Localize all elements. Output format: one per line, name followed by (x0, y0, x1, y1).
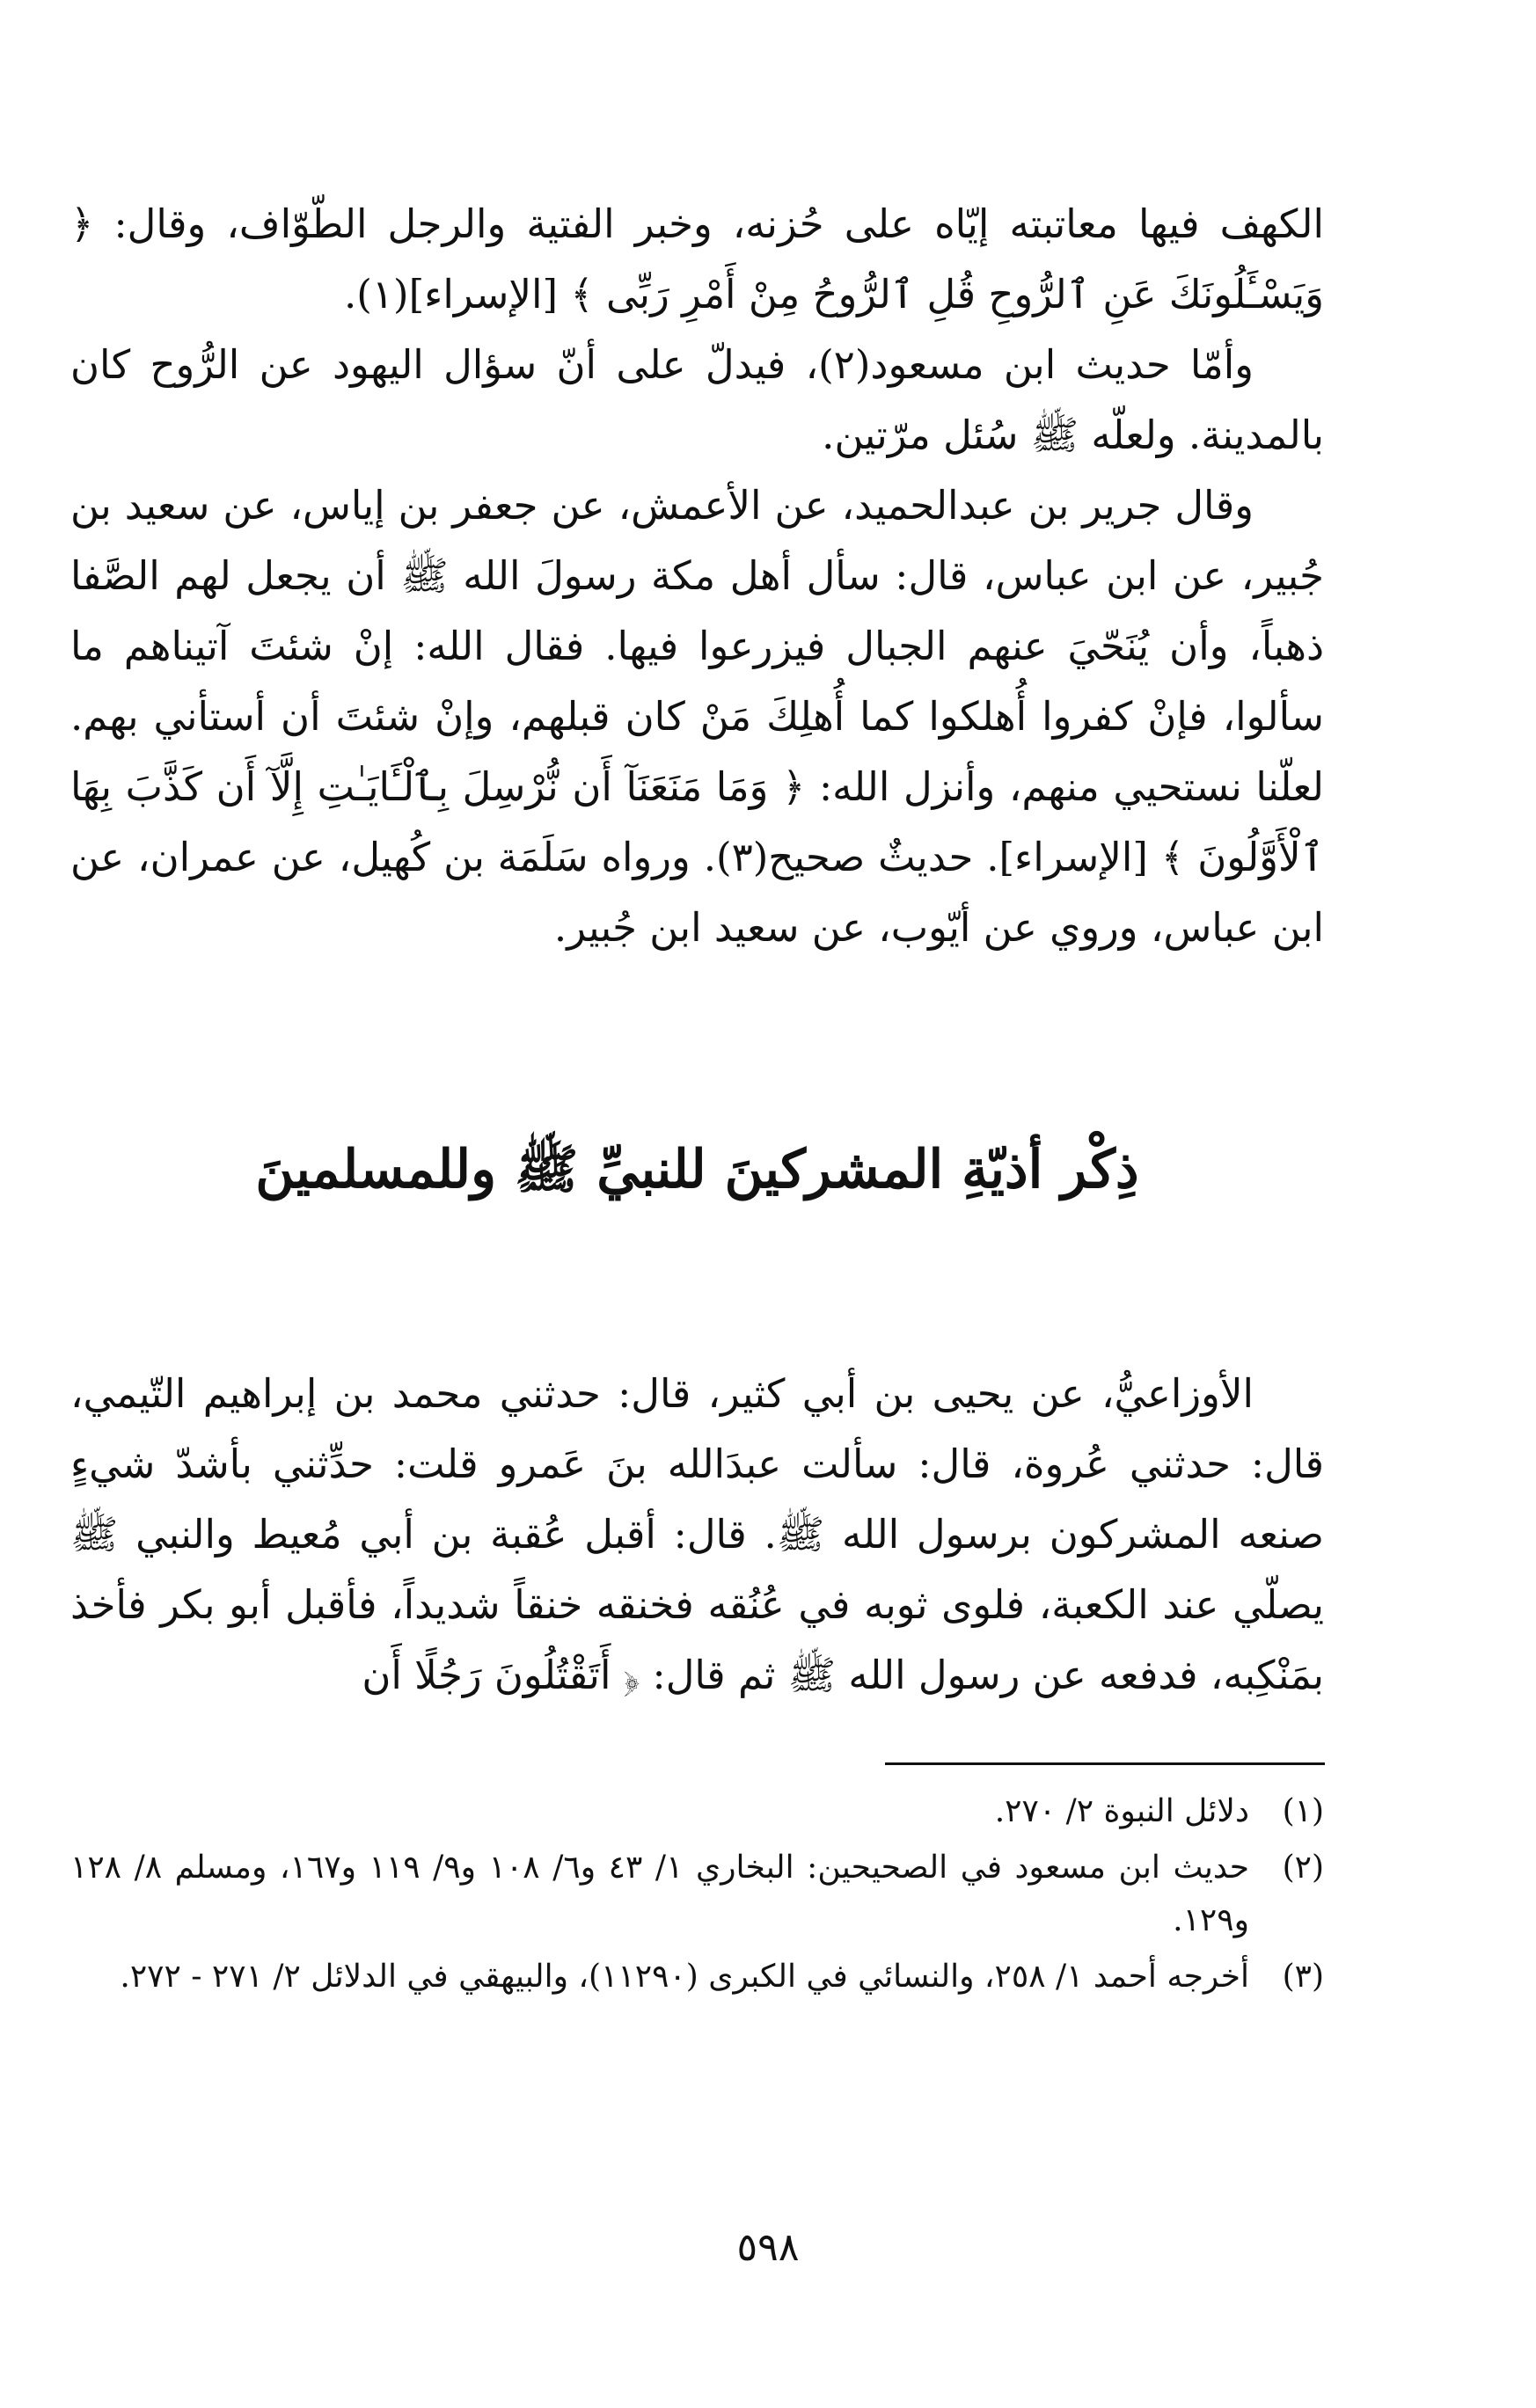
footnote-item (70, 1785, 1324, 1838)
footnotes (70, 1785, 1324, 2007)
paragraph: الأوزاعيُّ، عن يحيى بن أبي كثير، قال: حدثني محمد بن إبراهيم التّيمي، قال: حدثني عُروة، قال: سألت عبدَالله بنَ عَمرو قلت: حدِّثني بأشدّ شيءٍ صنعه المشركون برسول الله ﷺ. قال: أقبل عُقبة بن أبي مُعيط والنبي ﷺ يصلّي عند الكعبة، فلوى ثوبه في عُنُقه فخنقه خنقاً شديداً، فأقبل أبو بكر فأخذ بمَنْكِبه، فدفعه عن رسول الله ﷺ ثم قال: ﴿ أَتَقْتُلُونَ رَجُلًا أَن (70, 1370, 1324, 1698)
footnote-number: (١) (1282, 1793, 1324, 1829)
footnote-text: أخرجه أحمد ١/ ٢٥٨، والنسائي في الكبرى (١١٢٩٠)، والبيهقي في الدلائل ٢/ ٢٧١ - ٢٧٢. (120, 1959, 1249, 1995)
footnote-text: دلائل النبوة ٢/ ٢٧٠. (994, 1793, 1249, 1829)
page-number: ٥٩٨ (736, 2225, 800, 2270)
footnote-divider (885, 1762, 1325, 1765)
body-text-bottom (70, 1359, 1324, 1711)
footnote-number: (٣) (1282, 1959, 1324, 1995)
paragraph: الكهف فيها معاتبته إيّاه على حُزنه، وخبر الفتية والرجل الطّوّاف، وقال: ﴿ وَيَسْـَٔلُونَكَ عَنِ ٱلرُّوحِ قُلِ ٱلرُّوحُ مِنْ أَمْرِ رَبِّى ﴾ [الإسراء](١). (70, 201, 1324, 317)
paragraph: وأمّا حديث ابن مسعود(٢)، فيدلّ على أنّ سؤال اليهود عن الرُّوح كان بالمدينة. ولعلّه ﷺ سُئل مرّتين. (70, 341, 1324, 458)
footnote-item (70, 1842, 1324, 1947)
section-heading: ذِكْر أذيّةِ المشركينَ للنبيِّ ﷺ وللمسلمينَ (255, 1139, 1139, 1200)
paragraph: وقال جرير بن عبدالحميد، عن الأعمش، عن جعفر بن إياس، عن سعيد بن جُبير، عن ابن عباس، قال: سأل أهل مكة رسولَ الله ﷺ أن يجعل لهم الصَّفا ذهباً، وأن يُنَحّيَ عنهم الجبال فيزرعوا فيها. فقال الله: إنْ شئتَ آتيناهم ما سألوا، فإنْ كفروا أُهلكوا كما أُهلِكَ مَنْ كان قبلهم، وإنْ شئتَ أن أستأني بهم. لعلّنا نستحيي منهم، وأنزل الله: ﴿ وَمَا مَنَعَنَآ أَن نُّرْسِلَ بِٱلْـَٔايَـٰتِ إِلَّآ أَن كَذَّبَ بِهَا ٱلْأَوَّلُونَ ﴾ [الإسراء]. حديثٌ صحيح(٣). ورواه سَلَمَة بن كُهيل، عن عمران، عن ابن عباس، وروي عن أيّوب، عن سعيد ابن جُبير. (70, 482, 1324, 951)
footnote-number: (٢) (1282, 1850, 1324, 1886)
footnote-item (70, 1951, 1324, 2003)
body-text-top (70, 189, 1324, 963)
footnote-text: حديث ابن مسعود في الصحيحين: البخاري ١/ ٤٣ و٦/ ١٠٨ و٩/ ١١٩ و١٦٧، ومسلم ٨/ ١٢٨ و١٢٩. (70, 1850, 1250, 1938)
